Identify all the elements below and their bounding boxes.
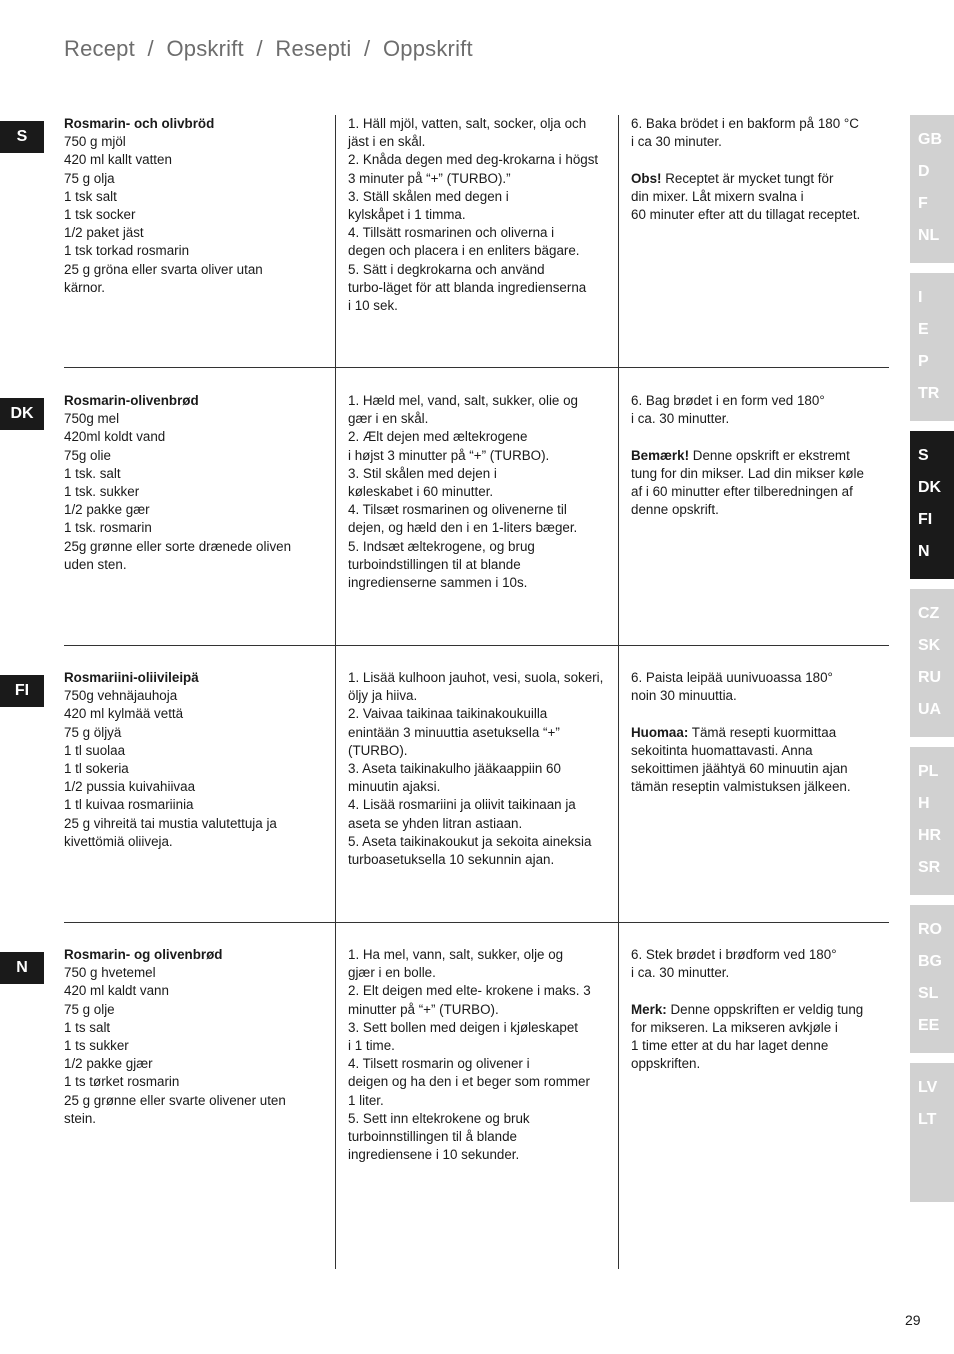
step-line: kylskåpet i 1 timma. [348,207,466,223]
ingredient-line: 1 tsk. rosmarin [64,520,152,536]
note-label: Merk: [631,1001,667,1017]
column-divider [618,115,619,1269]
ingredient-line: kivettömiä oliiveja. [64,833,173,849]
page-title: Recept / Opskrift / Resepti / Oppskrift [64,36,473,61]
step-line: ingredienserne sammen i 10s. [348,575,528,591]
step-line: 3. Aseta taikinakulho jääkaappiin 60 [348,761,561,777]
step-line: 2. Ælt dejen med æltekrogene [348,429,528,445]
ingredient-line: 420ml koldt vand [64,429,166,445]
bake-note-column [631,669,893,796]
step-line: i 10 sek. [348,298,398,314]
step-line: turbo-läget för att blanda ingredienserna [348,279,587,295]
note-first-line [631,724,893,742]
step-line: minuutin ajaksi. [348,779,441,795]
ingredient-line: 1 tsk salt [64,188,117,204]
step-line: öljy ja hiiva. [348,688,418,704]
note-line: for mikseren. La mikseren avkjøle i [631,1019,838,1035]
recipe-title: Rosmariini-oliivileipä [64,670,199,685]
note-line: sekoittimen jäähtyä 60 minuutin ajan [631,761,848,776]
bake-line: 6. Bag brødet i en form ved 180° [631,393,825,408]
ingredient-line: 25g grønne eller sorte drænede oliven [64,538,292,554]
step-line: 3 minuter på “+” (TURBO).” [348,170,511,186]
ingredient-line: 1 tsk. sukker [64,484,140,500]
bake-note-column [631,392,893,519]
step-line: turboindstillingen til at blande [348,556,521,572]
lang-group [910,905,954,1053]
column-divider [335,115,336,1269]
lang-group [910,115,954,263]
step-line: deigen og ha den i et beger som rommer [348,1074,590,1090]
lang-nav-item[interactable]: GB [918,131,942,148]
ingredient-line: 750g mel [64,411,120,427]
ingredients-column [64,115,326,297]
section-divider [64,367,889,368]
step-line: turboinnstillingen til å blande [348,1129,517,1145]
ingredient-line: 750g vehnäjauhoja [64,688,178,704]
note-line: af i 60 minutter efter tilberedningen af [631,484,853,499]
step-line: gjær i en bolle. [348,965,436,981]
step-line: 5. Sett inn eltekrokene og bruk [348,1110,530,1126]
bake-line: 6. Paista leipää uunivuoassa 180° [631,670,833,685]
lang-group-active [910,431,954,579]
ingredient-line: 1 ts sukker [64,1038,129,1054]
step-line: 1. Häll mjöl, vatten, salt, socker, olja och [348,116,587,131]
lang-nav-item[interactable]: LV [918,1079,938,1096]
ingredient-line: 75 g olje [64,1001,115,1017]
lang-nav-item[interactable]: SL [918,985,939,1002]
step-line: 1. Hæld mel, vand, salt, sukker, olie og [348,393,578,408]
ingredient-line: 1/2 pakke gær [64,502,150,518]
lang-nav-item[interactable]: SK [918,637,941,654]
ingredient-line: 1 tl suolaa [64,742,126,758]
note-line: 60 minuter efter att du tillagat receptet. [631,207,861,222]
step-line: 3. Stil skålen med dejen i [348,465,497,481]
ingredient-line: 25 g vihreitä tai mustia valutettuja ja [64,815,277,831]
bake-note-column [631,115,893,224]
step-line: ingrediensene i 10 sekunder. [348,1147,520,1163]
lang-nav-item[interactable]: HR [918,827,942,844]
ingredients-column [64,392,326,574]
ingredient-line: 1 ts salt [64,1019,111,1035]
step-line: 1. Ha mel, vann, salt, sukker, olje og [348,947,564,962]
section-language-tag: FI [0,675,44,707]
ingredients-column [64,669,326,851]
ingredient-line: 25 g gröna eller svarta oliver utan [64,261,263,277]
step-line: 4. Tilsæt rosmarinen og olivenerne til [348,502,567,518]
note-line: tung for din mikser. Lad din mikser køle [631,465,864,481]
bake-line: noin 30 minuuttia. [631,688,737,704]
steps-column [348,392,610,592]
ingredient-line: 25 g grønne eller svarte olivener uten [64,1092,286,1108]
section-language-tag: S [0,121,44,153]
step-line: i 1 time. [348,1038,395,1054]
section-language-tag: N [0,952,44,984]
steps-column [348,669,610,869]
step-line: 2. Knåda degen med deg-krokarna i högst [348,152,599,168]
bake-note-column [631,946,893,1073]
lang-nav-item[interactable]: F [918,195,928,212]
step-line: aseta se yhden litran astiaan. [348,815,523,831]
ingredient-line: 750 g mjöl [64,134,126,150]
lang-nav-item[interactable]: I [918,289,923,306]
ingredient-line: 1 ts tørket rosmarin [64,1074,180,1090]
ingredient-line: 1 tsk. salt [64,465,121,481]
lang-nav-item[interactable]: N [918,543,930,560]
step-line: i højst 3 minutter på “+” (TURBO). [348,447,550,463]
note-label: Bemærk! [631,447,690,463]
step-line: gær i en skål. [348,411,429,427]
lang-nav-item[interactable]: PL [918,763,939,780]
lang-group [910,273,954,421]
note-label: Huomaa: [631,724,689,740]
step-line: dejen, og hæld den i en 1-liters bæger. [348,520,578,536]
lang-nav-item[interactable]: NL [918,227,940,244]
step-line: 4. Lisää rosmariini ja oliivit taikinaan ja [348,797,576,813]
step-line: 5. Sätt i degkrokarna och använd [348,261,545,277]
step-line: 4. Tilsett rosmarin og olivener i [348,1056,530,1072]
ingredient-line: 1/2 pussia kuivahiivaa [64,779,196,795]
bake-line: i ca 30 minuter. [631,134,722,150]
lang-nav-item[interactable]: RO [918,921,942,938]
lang-group [910,589,954,737]
lang-nav-item[interactable]: DK [918,479,942,496]
paragraph-gap [631,428,893,446]
bake-line: i ca. 30 minutter. [631,411,730,427]
note-line: oppskriften. [631,1056,701,1072]
ingredient-line: 1 tsk socker [64,207,136,223]
language-nav [910,115,954,1212]
step-line: 1. Lisää kulhoon jauhot, vesi, suola, sokeri, [348,670,604,685]
ingredient-line: 1 tl kuivaa rosmariinia [64,797,194,813]
lang-group [910,747,954,895]
ingredient-line: 1/2 pakke gjær [64,1056,153,1072]
bake-line: i ca. 30 minutter. [631,965,730,981]
steps-column [348,115,610,315]
lang-nav-item[interactable]: UA [918,701,942,718]
recipe-title: Rosmarin- och olivbröd [64,116,215,131]
step-line: 3. Sett bollen med deigen i kjøleskapet [348,1019,579,1035]
section-divider [64,645,889,646]
lang-nav-item[interactable]: BG [918,953,942,970]
step-line: 2. Vaivaa taikinaa taikinakoukuilla [348,706,548,722]
step-line: 5. Aseta taikinakoukut ja sekoita aineksia [348,833,592,849]
paragraph-gap [631,151,893,169]
lang-nav-item[interactable]: S [918,447,929,464]
lang-nav-item[interactable]: D [918,163,930,180]
ingredient-line: 1 tl sokeria [64,761,129,777]
step-line: minutter på “+” (TURBO). [348,1001,499,1017]
note-line: sekoitinta huomattavasti. Anna [631,742,813,758]
ingredient-line: 1/2 paket jäst [64,225,144,241]
step-line: køleskabet i 60 minutter. [348,484,494,500]
note-line: 1 time etter at du har laget denne [631,1038,829,1053]
ingredient-line: 420 ml kylmää vettä [64,706,184,722]
step-line: degen och placera i en enliters bägare. [348,243,580,259]
lang-nav-item[interactable]: CZ [918,605,940,622]
note-text: Receptet är mycket tungt för [661,170,834,186]
lang-nav-item[interactable]: P [918,353,929,370]
lang-nav-item[interactable]: SR [918,859,941,876]
ingredient-line: 75 g olja [64,170,115,186]
section-divider [64,922,889,923]
note-first-line [631,447,893,465]
lang-group [910,1063,954,1202]
lang-nav-item[interactable]: RU [918,669,942,686]
note-text: Tämä resepti kuormittaa [688,724,837,740]
step-line: turboasetuksella 10 sekunnin ajan. [348,852,555,868]
ingredient-line: stein. [64,1110,97,1126]
step-line: 3. Ställ skålen med degen i [348,188,509,204]
bake-line: 6. Baka brödet i en bakform på 180 °C [631,116,859,131]
step-line: 1 liter. [348,1092,384,1108]
ingredient-line: 420 ml kallt vatten [64,152,172,168]
paragraph-gap [631,705,893,723]
step-line: 5. Indsæt æltekrogene, og brug [348,538,535,554]
lang-nav-item[interactable]: FI [918,511,933,528]
ingredient-line: 75g olie [64,447,111,463]
note-label: Obs! [631,170,662,186]
lang-nav-item[interactable]: LT [918,1111,937,1128]
ingredients-column [64,946,326,1128]
ingredient-line: 75 g öljyä [64,724,122,740]
step-line: jäst i en skål. [348,134,426,150]
lang-nav-item[interactable]: EE [918,1017,940,1034]
lang-nav-item[interactable]: H [918,795,930,812]
steps-column [348,946,610,1164]
section-language-tag: DK [0,398,44,430]
step-line: 2. Elt deigen med elte- krokene i maks. 3 [348,983,591,999]
recipe-title: Rosmarin- og olivenbrød [64,947,223,962]
bake-line: 6. Stek brødet i brødform ved 180° [631,947,837,962]
note-line: denne opskrift. [631,502,719,518]
note-first-line [631,170,893,188]
ingredient-line: 1 tsk torkad rosmarin [64,243,190,259]
ingredient-line: kärnor. [64,279,105,295]
ingredient-line: uden sten. [64,556,127,572]
note-text: Denne opskrift er ekstremt [689,447,850,463]
page-number: 29 [905,1312,921,1328]
lang-nav-item[interactable]: E [918,321,929,338]
note-line: din mixer. Låt mixern svalna i [631,188,804,204]
note-line: tämän reseptin valmistuksen jälkeen. [631,779,851,795]
recipe-title: Rosmarin-olivenbrød [64,393,199,408]
note-text: Denne oppskriften er veldig tung [666,1001,864,1017]
step-line: (TURBO). [348,742,408,758]
paragraph-gap [631,982,893,1000]
lang-nav-item[interactable]: TR [918,385,940,402]
step-line: enintään 3 minuuttia asetuksella “+” [348,724,560,740]
ingredient-line: 750 g hvetemel [64,965,156,981]
note-first-line [631,1001,893,1019]
ingredient-line: 420 ml kaldt vann [64,983,169,999]
step-line: 4. Tillsätt rosmarinen och oliverna i [348,225,555,241]
